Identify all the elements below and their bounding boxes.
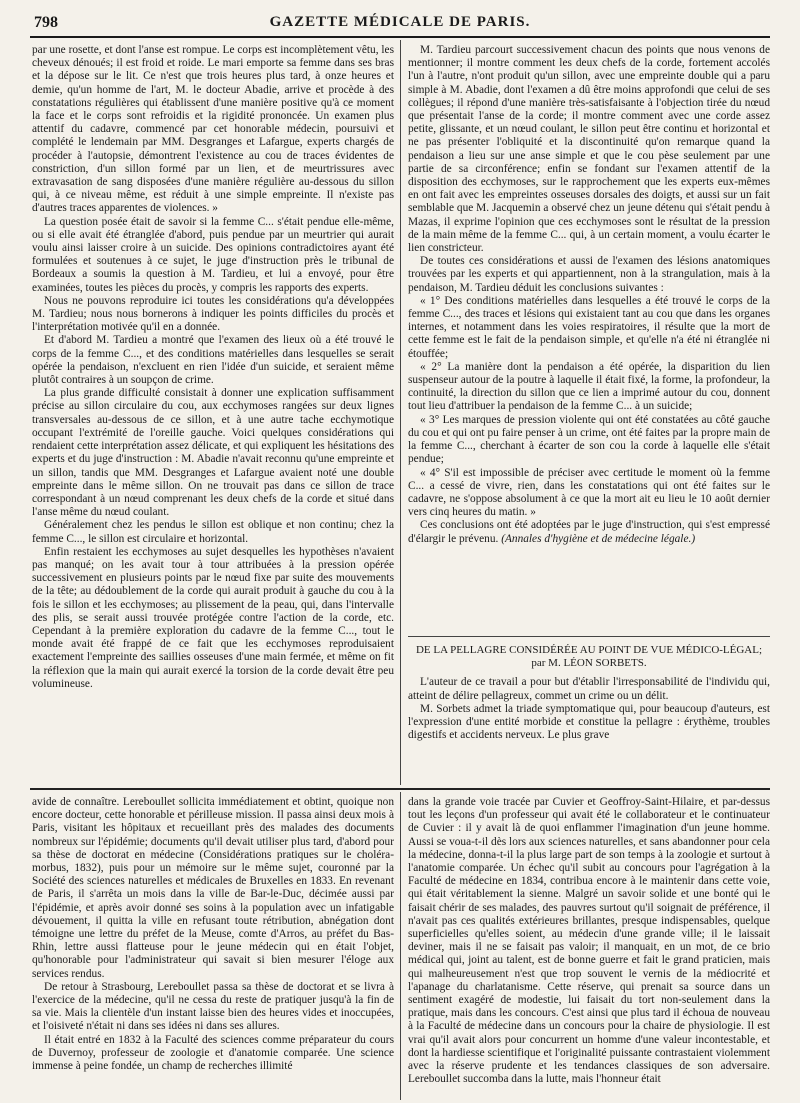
page-number: 798 <box>34 14 58 31</box>
paragraph: De retour à Strasbourg, Lereboullet passa sa thèse de doctorat et se livra à l'exercice de la médecine, qu'il ne cessa du reste de pratiquer jusqu'à la fin de sa vie. Mais la clientèle d'un instant laisse bien des heures vides et inoccupées, et l'oisiveté n'était ni dans ses idées ni dans ses allures. <box>32 980 394 1033</box>
quote-paragraph: « 3° Les marques de pression violente qui ont été constatées au côté gauche du cou et qui ont pu faire penser à un crime, ont été faites par la propre main de la femme C..., cherchant à écarter de son cou la corde à laquelle elle s'était pendue; <box>408 413 770 466</box>
column-divider <box>400 40 401 785</box>
paragraph: La question posée était de savoir si la femme C... s'était pendue elle-même, ou si elle avait été étranglée d'abord, puis pendue par un meurtrier qui aurait voulu ainsi laisser croire à un suicide. Des opinions contradictoires ayant été formulées et soutenues à ce sujet, le juge d'instruction près le tribunal de Bordeaux a soumis la question à M. Tardieu, et lui a envoyé, pour être examinées, toutes les pièces du procès, y compris les rapports des experts. <box>32 215 394 294</box>
paragraph: Généralement chez les pendus le sillon est oblique et non continu; chez la femme C..., le sillon est circulaire et horizontal. <box>32 519 394 545</box>
column-divider <box>400 792 401 1100</box>
paragraph: avide de connaître. Lereboullet sollicita immédiatement et obtint, quoique non encore docteur, cette honorable et périlleuse mission. Il passa ainsi deux mois à Paris, visitant les hôpitaux et recueillant près des malades des documents nombreux sur l'épidémie; documents qu'il devait utiliser plus tard, d'abord pour sa thèse de doctorat en médecine (Considérations pratiques sur le choléra-morbus, 1832), puis pour un mémoire sur le même sujet, couronné par la Société des sciences naturelles et médicales de Bruxelles en 1833. En revenant de Paris, il s'arrêta un mois dans la ville de Bar-le-Duc, décimée aussi par l'épidémie, et après avoir donné ses soins à la population avec un infatigable dévouement, il quitta la ville en refusant toute rétribution, abnégation dont témoigne une lettre du préfet de la Meuse, comte d'Arros, au préfet du Bas-Rhin, lettre aussi flatteuse pour le jeune médecin qui en était l'objet, qu'honorable pour l'administrateur qui savait si bien mesurer l'éloge aux services rendus. <box>32 796 394 980</box>
pellagra-article <box>408 640 770 780</box>
paragraph: Nous ne pouvons reproduire ici toutes les considérations qu'a développées M. Tardieu; nous nous bornerons à indiquer les points difficiles du procès et l'interprétation motivée qu'il en a donnée. <box>32 294 394 334</box>
quote-paragraph: « 4° S'il est impossible de préciser avec certitude le moment où la femme C... a cessé de vivre, rien, dans les constatations qui ont été faites sur le cadavre, ne s'oppose absolument à ce que la mort ait eu lieu le 10 août dernier vers cinq heures du matin. » <box>408 466 770 519</box>
section-divider <box>30 788 770 790</box>
paragraph: M. Tardieu parcourt successivement chacun des points que nous venons de mentionner; il montre comment les deux chefs de la corde, fortement accolés l'un à l'autre, n'ont produit qu'un sillon, avec une empreinte double qui a paru simple à M. Abadie, dont l'examen a dû être moins approfondi que celui de ses collègues; il répond d'une manière très-satisfaisante à l'objection tirée du nœud que présentait l'anse de la corde; il montre comment avec une corde assez petite, glissante, et un nœud coulant, le sillon peut être continu et horizontal et ne pas présenter l'obliquité et la discontinuité qu'on remarque quand la pendaison a lieu sur une anse simple et que le cou pèse seulement par une partie de sa circonférence; enfin se fondant sur l'examen attentif de la disposition des ecchymoses, sur le rapprochement que les experts eux-mêmes en ont fait avec les empreintes osseuses dorsales des doigts, et aussi sur un fait semblable que M. Jacquemin a observé chez un jeune détenu qui s'était pendu à Mazas, il exprime l'opinion que ces ecchymoses sont le résultat de la pression de la main même de la femme C... qui, à un certain moment, a voulu écarter le lien constricteur. <box>408 44 770 255</box>
paragraph: Et d'abord M. Tardieu a montré que l'examen des lieux où a été trouvé le corps de la femme C..., et des conditions matérielles dans lesquelles se serait opérée la pendaison, n'excluent en rien l'idée d'un suicide, et seraient même plutôt contraires à un soupçon de crime. <box>32 334 394 387</box>
article-heading: DE LA PELLAGRE CONSIDÉRÉE AU POINT DE VUE MÉDICO-LÉGAL; <box>415 644 763 656</box>
quote-paragraph: « 1° Des conditions matérielles dans lesquelles a été trouvé le corps de la femme C..., des traces et lésions qui existaient tant au cou que dans les organes internes, et notamment dans les voies respiratoires, il résulte que la mort de cette femme est le fait de la pendaison simple, et qu'elle n'a été ni étranglée ni étouffée; <box>408 294 770 360</box>
paragraph: Il était entré en 1832 à la Faculté des sciences comme préparateur du cours de Duvernoy, professeur de zoologie et d'anatomie comparée. Une science immense à peine fondée, un champ de recherches illimité <box>32 1033 394 1073</box>
paragraph: dans la grande voie tracée par Cuvier et Geoffroy-Saint-Hilaire, et par-dessus tout les leçons d'un professeur qui avait été le collaborateur et le continuateur de Cuvier : il y avait là de quoi enflammer l'imagination d'un jeune homme. Aussi se voua-t-il dès lors aux sciences naturelles, et sans abandonner pour cela la médecine, donna-t-il la plus large part de son temps à la zoologie et surtout à l'anatomie comparée. Un échec qu'il subit au concours pour l'agrégation à la Faculté de médecine en 1834, contribua encore à le maintenir dans cette voie, qui était véritablement la sienne. Malgré un savoir solide et une bonté qui le faisait chérir de ses malades, des pauvres surtout qu'il soignait de préférence, il n'avait pas ces qualités extérieures brillantes, presque indispensables, quelque superficielles qu'elles soient, au médecin d'une grande ville; il le laissait deviner, mais il ne se faisait pas valoir; il manquait, en un mot, de ce brio médical qui, joint au talent, est de bonne guerre et fait le grand praticien, mais qui malheureusement n'est que trop souvent le vernis de la médiocrité et l'apanage du charlatanisme. Cette réserve, qui prenait sa source dans un sentiment exagéré de modestie, lui faisait du tort non-seulement dans la pratique, mais dans les concours. C'est ainsi que plus tard il échoua de nouveau à la Faculté de médecine dans un concours pour la chaire de physiologie. Il est vrai qu'il avait alors pour concurrent un homme d'une valeur incontestable, et dont la hardiesse scientifique et l'originalité puissante contrastaient violemment avec la réserve prudente et les tendances classiques de son adversaire. Lereboullet succomba dans la lutte, mais l'honneur était <box>408 796 770 1086</box>
bottom-right-column <box>408 796 770 1096</box>
paragraph: De toutes ces considérations et aussi de l'examen des lésions anatomiques trouvées par les experts et qui appartiennent, non à la strangulation, mais à la pendaison, M. Tardieu déduit les conclusions suivantes : <box>408 255 770 294</box>
article-divider <box>408 636 770 637</box>
page-header <box>30 12 770 38</box>
top-left-column <box>32 44 394 768</box>
paragraph: L'auteur de ce travail a pour but d'établir l'irresponsabilité de l'individu qui, atteint de délire pellagreux, commet un crime ou un délit. <box>408 676 770 702</box>
paragraph: M. Sorbets admet la triade symptomatique qui, pour beaucoup d'auteurs, est l'expression d'une entité morbide et constitue la pellagre : érythème, troubles digestifs et accidents nerveux. Le plus grave <box>408 702 770 742</box>
paragraph: La plus grande difficulté consistait à donner une explication suffisamment précise au sillon circulaire du cou, aux ecchymoses rangées sur deux lignes transversales au-dessous de ce sillon, et à une autre tache ecchymotique occupant l'extrémité de l'oreille gauche. Voici quelques considérations qui rendaient cette interprétation assez délicate, et qui expliquent les hésitations des experts et du juge d'instruction : M. Abadie n'avait reconnu qu'une empreinte et un sillon, tandis que MM. Desgranges et Lafargue avaient noté une double empreinte dans le même sillon. On ne trouvait pas dans ce sillon de trace correspondant à un nœud comprenant les deux chefs de la corde et situé dans l'anse même du nœud coulant. <box>32 387 394 519</box>
journal-title: GAZETTE MÉDICALE DE PARIS. <box>269 14 531 30</box>
paragraph <box>408 519 770 545</box>
paragraph: par une rosette, et dont l'anse est rompue. Le corps est incomplètement vêtu, les cheveux dénoués; il est froid et roide. Le mari emporte sa femme dans ses bras et la dépose sur le lit. Ce n'est que trois heures plus tard, à onze heures et demie, qu'un homme de l'art, M. le docteur Abadie, arrive et procède à des constatations régulières qui établissent d'une manière positive qu'à ce moment la face et le corps sont refroidis et la rigidité prononcée. Un examen plus attentif du cadavre, commencé par cet honorable médecin, poursuivi et complété le lendemain par MM. Desgranges et Lafargue, experts chargés de procéder à l'autopsie, démontrent l'existence au cou de traces évidentes de constriction, d'un sillon formé par un lien, et de meurtrissures avec extravasation de sang disposées d'une manière régulière au-dessous du sillon qui, à ce niveau même, est réduit à une simple empreinte. Il n'existe pas d'autres traces apparentes de violences. » <box>32 44 394 215</box>
quote-paragraph: « 2° La manière dont la pendaison a été opérée, la disparition du lien suspenseur autour de la poutre à laquelle il était fixé, la forme, la profondeur, la continuité, la direction du sillon que ce lien a imprimé autour du cou, donnent tout lieu d'attribuer la pendaison de la femme C... à un suicide; <box>408 360 770 413</box>
bottom-left-column <box>32 796 394 1096</box>
article-title <box>408 644 770 670</box>
top-right-column <box>408 44 770 634</box>
conclusion-text: Ces conclusions ont été adoptées par le juge d'instruction, qui s'est empressé d'élargir le prévenu. <box>408 519 770 545</box>
citation: (Annales d'hygiène et de médecine légale.) <box>501 532 696 545</box>
paragraph: Enfin restaient les ecchymoses au sujet desquelles les hypothèses n'avaient pas manqué; on les avait tour à tour attribuées à la pression opérée successivement en plusieurs points par le nœud fixe par suite des mouvements de la tête; au dédoublement de la corde qui aurait produit à gauche du cou à la fois le sillon et les ecchymoses; au plissement de la peau, qui, dans l'intervalle des plis, se serait aussi trouvée protégée contre l'action de la corde, etc. Cependant à la première exploration du cadavre de la femme C..., tout le monde avait été frappé de ce fait que les ecchymoses reproduisaient exactement l'empreinte des saillies osseuses d'une main fermée, et même on fit la réflexion que la main qui aurait exercé la torsion de la corde devait être peu volumineuse. <box>32 545 394 690</box>
article-byline: par M. LÉON SORBETS. <box>531 657 647 670</box>
